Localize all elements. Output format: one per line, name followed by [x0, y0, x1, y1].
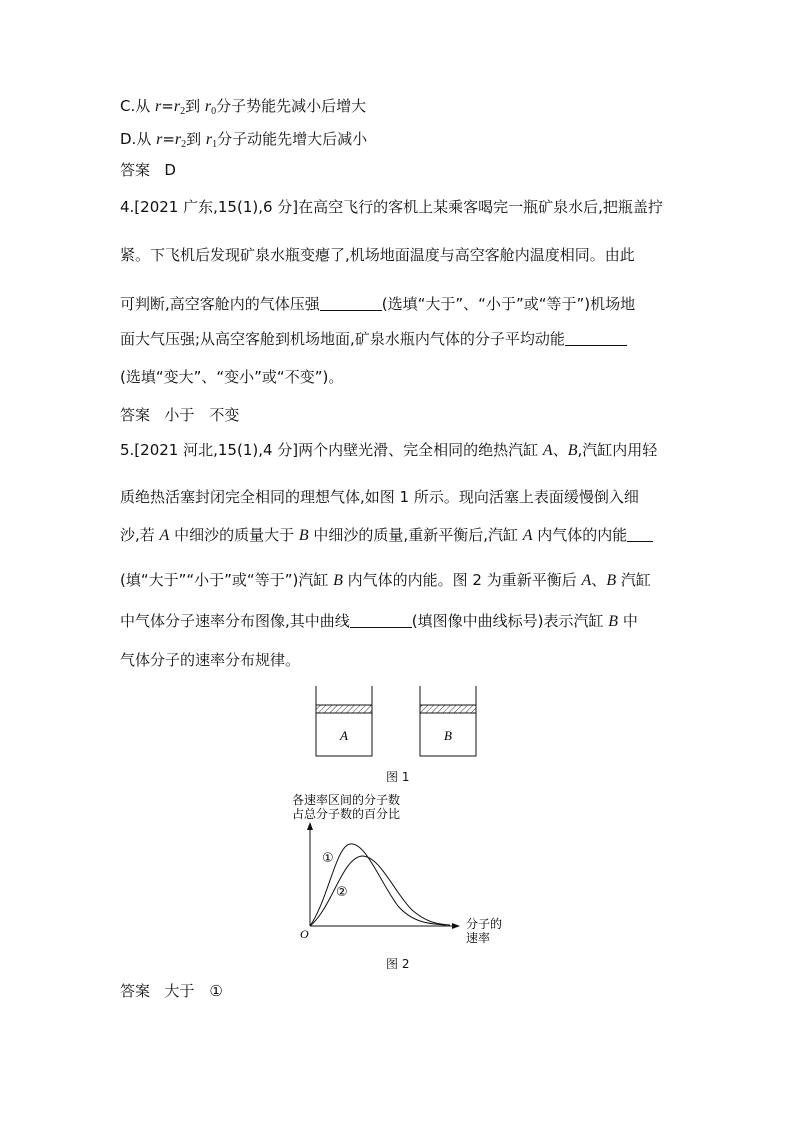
var-a: A [522, 527, 533, 544]
q4-source: 4.[2021 广东,15(1),6 分] [120, 198, 299, 216]
answer-3 [120, 160, 176, 180]
y-axis-label-2: 占总分子数的百分比 [291, 807, 401, 821]
curve-1-label: ① [322, 851, 334, 866]
cylinder-b [420, 686, 476, 756]
var-a: A [581, 572, 592, 589]
q5-text: 中细沙的质量大于 [169, 526, 299, 544]
answer-4 [120, 405, 239, 425]
answer-5 [120, 981, 223, 1001]
q5-text: 两个内壁光滑、完全相同的绝热汽缸 [298, 441, 543, 459]
curve-2-label: ② [336, 885, 348, 900]
option-d [120, 129, 367, 155]
answer-label: 答案 [120, 406, 151, 424]
q4-line-3 [120, 294, 635, 314]
answer-label: 答案 [120, 161, 151, 179]
option-c [120, 96, 366, 122]
cylinder-a-label: A [340, 728, 348, 743]
origin-label: O [300, 927, 309, 941]
q4-line-4 [120, 329, 627, 349]
equals: = [162, 130, 175, 148]
figure-1-svg [300, 680, 500, 770]
y-axis-label-1: 各速率区间的分子数 [291, 793, 401, 807]
option-c-prefix: C.从 [120, 97, 156, 115]
answer-value: 大于 ① [164, 982, 223, 1000]
q5-text: (填“大于”“小于”或“等于”)汽缸 [120, 571, 334, 589]
q4-line-5 [120, 367, 343, 387]
var-r: r [205, 131, 213, 148]
figure-1 [300, 680, 500, 770]
q5-text: 气体分子的速率分布规律。 [120, 651, 301, 669]
q5-line-1 [120, 440, 657, 461]
q5-source: 5.[2021 河北,15(1),4 分] [120, 441, 299, 459]
x-axis-arrow [452, 923, 460, 929]
cylinder-a [316, 686, 372, 756]
q5-text: 内气体的内能 [532, 526, 628, 544]
var-r: r [156, 131, 163, 148]
figure-1-caption: 图 1 [386, 770, 410, 784]
q4-text: 可判断,高空客舱内的气体压强 [120, 295, 320, 313]
option-d-prefix: D.从 [120, 130, 157, 148]
x-axis-label-2: 速率 [466, 931, 491, 945]
q5-text: 中细沙的质量,重新平衡后,汽缸 [308, 526, 523, 544]
q4-text: 在高空飞行的客机上某乘客喝完一瓶矿泉水后,把瓶盖拧 [298, 198, 663, 216]
var-b: B [567, 442, 578, 459]
answer-blank[interactable] [565, 329, 627, 346]
q5-text: 、 [591, 571, 607, 589]
q4-text: (选填“大于”、“小于”或“等于”)机场地 [381, 295, 636, 313]
figure-2-caption: 图 2 [386, 957, 410, 971]
equals: = [161, 97, 174, 115]
var-r: r [155, 98, 162, 115]
answer-value: 小于 不变 [164, 406, 240, 424]
q5-line-5 [120, 611, 638, 632]
text: 到 [185, 97, 205, 115]
x-axis-label-1: 分子的 [466, 917, 503, 931]
var-b: B [608, 613, 619, 630]
q4-text: 紧。下飞机后发现矿泉水瓶变瘪了,机场地面温度与高空客舱内温度相同。由此 [120, 246, 635, 264]
var-r: r [204, 98, 212, 115]
curve-2 [310, 856, 450, 926]
figure-2-svg [280, 790, 520, 950]
var-r: r [173, 98, 181, 115]
option-d-text: 分子动能先增大后减小 [217, 130, 368, 148]
subscript: 2 [181, 139, 187, 150]
q5-line-6 [120, 650, 300, 670]
q4-text: (选填“变大”、“变小”或“不变”)。 [120, 368, 344, 386]
piston-b [420, 705, 476, 713]
q5-text: 汽缸 [616, 571, 651, 589]
q5-text: 内气体的内能。图 2 为重新平衡后 [342, 571, 582, 589]
q5-text: (填图像中曲线标号)表示汽缸 [411, 612, 609, 630]
y-axis-arrow [307, 822, 313, 830]
piston-a [316, 705, 372, 713]
figure-2 [280, 790, 520, 950]
q5-text: 中气体分子速率分布图像,其中曲线 [120, 612, 350, 630]
answer-label: 答案 [120, 982, 151, 1000]
q5-text: 沙,若 [120, 526, 160, 544]
answer-blank[interactable] [627, 525, 653, 542]
q4-line-1 [120, 197, 663, 217]
q5-line-4 [120, 570, 651, 591]
q5-line-3 [120, 525, 653, 546]
var-a: A [159, 527, 170, 544]
cylinder-b-label: B [444, 728, 452, 743]
var-b: B [606, 572, 617, 589]
var-a: A [542, 442, 553, 459]
answer-blank[interactable] [320, 294, 382, 311]
var-r: r [174, 131, 182, 148]
subscript: 0 [211, 106, 217, 117]
q4-text: 面大气压强;从高空客舱到机场地面,矿泉水瓶内气体的分子平均动能 [120, 330, 565, 348]
q5-text: 、 [552, 441, 568, 459]
answer-blank[interactable] [350, 611, 412, 628]
text: 到 [186, 130, 206, 148]
subscript: 1 [212, 139, 218, 150]
q5-line-2 [120, 487, 639, 507]
q5-text: ,汽缸内用轻 [577, 441, 658, 459]
subscript: 2 [180, 106, 186, 117]
q4-line-2 [120, 245, 635, 265]
var-b: B [333, 572, 343, 589]
answer-value: D [164, 161, 176, 179]
option-c-text: 分子势能先减小后增大 [216, 97, 367, 115]
q5-text: 中 [618, 612, 638, 630]
q5-text: 质绝热活塞封闭完全相同的理想气体,如图 1 所示。现向活塞上表面缓慢倒入细 [120, 488, 639, 506]
var-b: B [298, 527, 309, 544]
